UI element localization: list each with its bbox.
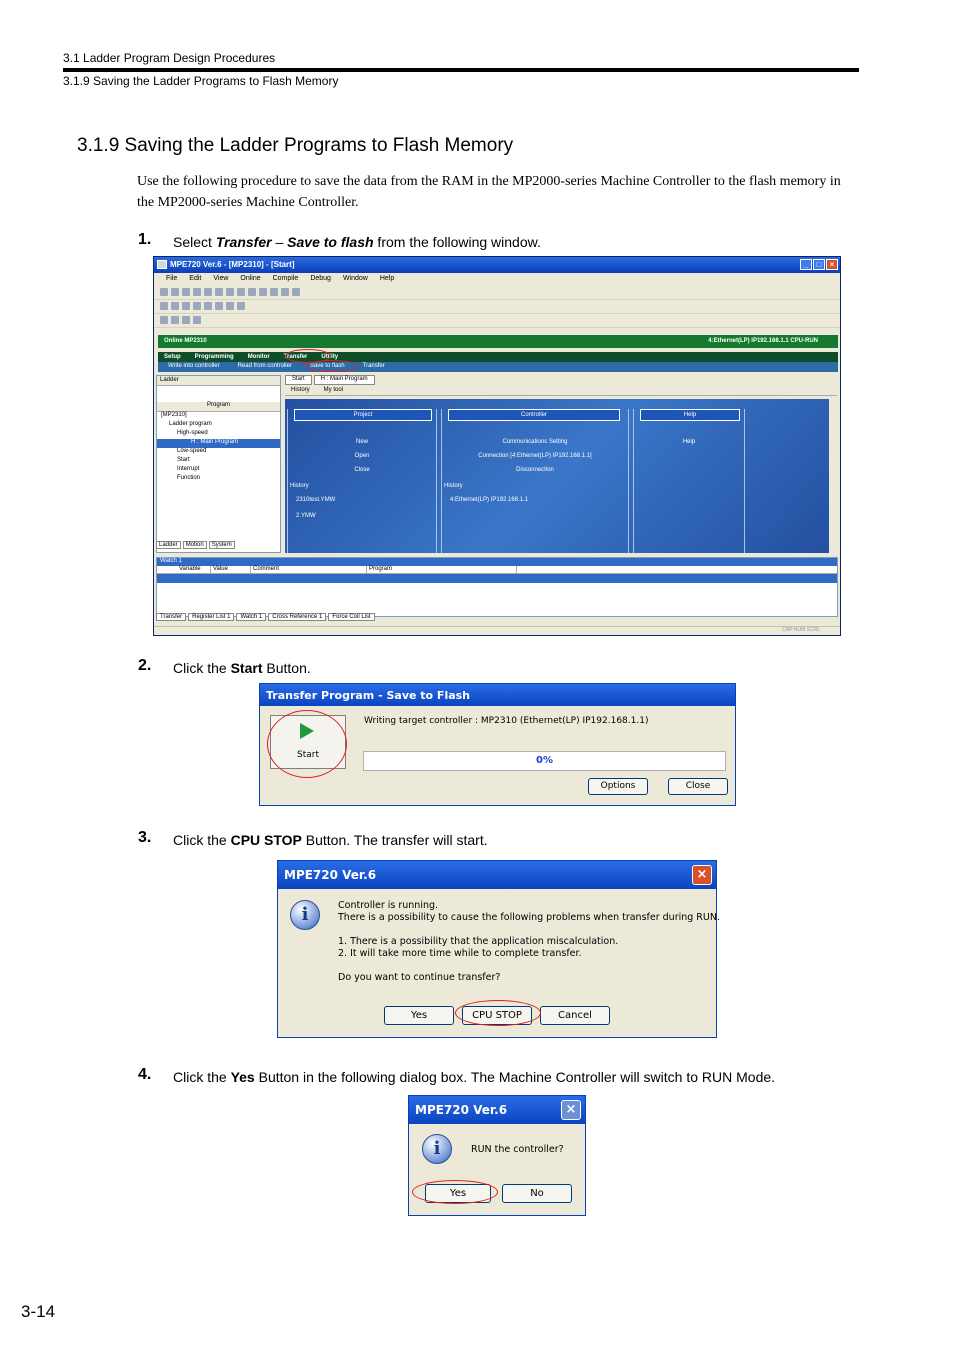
info-icon: i: [290, 900, 320, 930]
dialog-title: MPE720 Ver.6 ×: [409, 1096, 585, 1124]
start-page-panel: [285, 375, 837, 553]
menu-edit[interactable]: Edit: [189, 275, 202, 282]
ribbon-transfer[interactable]: Transfer: [283, 354, 308, 360]
col-value: Value: [211, 566, 251, 573]
toolbar-2: [154, 300, 840, 314]
message-text: RUN the controller?: [471, 1144, 564, 1155]
align-icon[interactable]: [160, 316, 168, 324]
communications-setting-link[interactable]: Communications Setting: [502, 439, 568, 445]
zoom-icon[interactable]: [270, 288, 278, 296]
connection-status: 4:Ethernet(LP) IP192.168.1.1 CPU-RUN: [708, 338, 818, 344]
ladder-panel: [156, 375, 281, 553]
tab-force-coil-list[interactable]: Force Coil List: [328, 613, 374, 621]
menu-view[interactable]: View: [213, 275, 229, 282]
controller-header: Controller: [448, 409, 620, 421]
project-history-label: History: [290, 483, 309, 489]
tab-main-program[interactable]: H : Main Program: [314, 375, 375, 385]
controller-history-label: History: [444, 483, 463, 489]
progress-bar: 0%: [363, 751, 726, 771]
run-controller-dialog: [408, 1095, 586, 1216]
tab-ladder[interactable]: Ladder: [156, 541, 181, 549]
coil-icon[interactable]: [171, 302, 179, 310]
dialog-title: Transfer Program - Save to Flash: [260, 684, 735, 706]
move-icon[interactable]: [215, 302, 223, 310]
program-tab[interactable]: Program: [157, 402, 280, 412]
tab-motion[interactable]: Motion: [183, 541, 207, 549]
redo-icon[interactable]: [248, 288, 256, 296]
play-icon[interactable]: [281, 288, 289, 296]
step-text: Click the Yes Button in the following dialog box. The Machine Controller will switch to RUN Mode.: [173, 1069, 776, 1085]
header-rule: [63, 68, 859, 72]
line-icon[interactable]: [182, 302, 190, 310]
run-warning-dialog: [277, 860, 720, 1038]
step-number: 1.: [138, 231, 152, 248]
transfer-button[interactable]: Transfer: [362, 363, 385, 369]
project-column: [287, 409, 437, 553]
bottom-tabs: [156, 613, 375, 621]
save-icon[interactable]: [182, 288, 190, 296]
step-text: Click the Start Button.: [173, 660, 311, 676]
paste-icon[interactable]: [226, 288, 234, 296]
watch-columns: [157, 566, 837, 574]
tree-node[interactable]: Low-speed: [177, 448, 207, 454]
online-status-bar: [158, 335, 838, 348]
tree-node[interactable]: High-speed: [177, 430, 208, 436]
running-header-section: 3.1 Ladder Program Design Procedures: [63, 51, 276, 65]
transfer-subribbon: [158, 362, 838, 372]
no-button[interactable]: No: [502, 1184, 572, 1203]
running-header-subsection: 3.1.9 Saving the Ladder Programs to Flash Memory: [63, 74, 339, 88]
highlight-cpu-stop: [455, 1000, 541, 1026]
watch-title: Watch 1: [157, 558, 837, 566]
step-text: Click the CPU STOP Button. The transfer will start.: [173, 832, 488, 848]
watch-panel: [156, 557, 838, 617]
dialog-title: MPE720 Ver.6 ×: [278, 861, 716, 889]
project-close-link[interactable]: Close: [354, 467, 370, 473]
menu-debug[interactable]: Debug: [310, 275, 331, 282]
highlight-start: [267, 710, 347, 778]
help-column: [633, 409, 745, 553]
find-icon[interactable]: [259, 288, 267, 296]
highlight-save-to-flash: [306, 360, 358, 372]
mpe720-main-window: [153, 256, 841, 636]
toolbar-1: [154, 286, 840, 300]
ribbon-tabs: [158, 352, 838, 362]
options-button[interactable]: Options: [588, 778, 648, 795]
close-icon[interactable]: ×: [826, 259, 838, 270]
controller-history-item[interactable]: 4:Ethernet(LP) IP192.168.1.1: [450, 497, 529, 503]
help-header: Help: [640, 409, 740, 421]
open-icon[interactable]: [171, 288, 179, 296]
print-icon[interactable]: [193, 288, 201, 296]
function-icon[interactable]: [237, 302, 245, 310]
project-history-item[interactable]: 2.YMW: [296, 513, 316, 519]
cancel-button[interactable]: Cancel: [540, 1006, 610, 1025]
section-title: 3.1.9 Saving the Ladder Programs to Flash Memory: [77, 135, 514, 156]
close-button[interactable]: Close: [668, 778, 728, 795]
info-icon: i: [422, 1134, 452, 1164]
compare-icon[interactable]: [193, 302, 201, 310]
copy-icon[interactable]: [215, 288, 223, 296]
project-new-link[interactable]: New: [355, 439, 368, 445]
tab-transfer[interactable]: Transfer: [156, 613, 186, 621]
menu-compile[interactable]: Compile: [272, 275, 299, 282]
toolbar-3: [154, 314, 840, 328]
start-page-body: [285, 399, 829, 553]
program-tree: [157, 412, 280, 484]
undo-icon[interactable]: [237, 288, 245, 296]
tree-node[interactable]: [MP2310]: [161, 412, 187, 418]
save-to-flash-button[interactable]: Save to flash: [309, 363, 345, 369]
close-icon[interactable]: ×: [692, 865, 712, 885]
contact-icon[interactable]: [160, 302, 168, 310]
intro-paragraph: Use the following procedure to save the data from the RAM in the MP2000-series Machine Controller to the flash memory in the MP2000-series Machine Controller.: [137, 174, 841, 210]
tab-my-tool[interactable]: My tool: [323, 387, 344, 393]
window-titlebar: [154, 257, 840, 273]
logic-icon[interactable]: [226, 302, 234, 310]
window-title: MPE720 Ver.6 - [MP2310] - [Start]: [170, 260, 295, 269]
col-comment: Comment: [251, 566, 367, 573]
tab-system[interactable]: System: [209, 541, 235, 549]
history-bar: [285, 385, 837, 396]
delete-icon[interactable]: [193, 316, 201, 324]
close-icon: ×: [561, 1100, 581, 1120]
watch-row[interactable]: [157, 574, 837, 583]
connection-link[interactable]: Connection [4:Ethernet(LP) IP192.168.1.1]: [478, 453, 592, 459]
ribbon-programming[interactable]: Programming: [194, 354, 234, 360]
help-link[interactable]: Help: [682, 439, 696, 445]
step-number: 4.: [138, 1066, 152, 1083]
writing-target: Writing target controller : MP2310 (Ethernet(LP) IP192.168.1.1): [364, 716, 649, 726]
menu-help[interactable]: Help: [379, 275, 395, 282]
disconnection-link[interactable]: Disconnection: [516, 467, 554, 473]
insert-icon[interactable]: [182, 316, 190, 324]
menu-file[interactable]: File: [166, 275, 178, 282]
project-history-item[interactable]: 2310test.YMW: [296, 497, 336, 503]
left-bottom-tabs: [156, 541, 235, 549]
tree-node[interactable]: Function: [177, 475, 201, 481]
project-open-link[interactable]: Open: [354, 453, 370, 459]
tree-node[interactable]: Start: [177, 457, 190, 463]
cut-icon[interactable]: [204, 288, 212, 296]
yes-button[interactable]: Yes: [384, 1006, 454, 1025]
ribbon-setup[interactable]: Setup: [164, 354, 181, 360]
step-number: 3.: [138, 829, 152, 846]
tab-watch[interactable]: Watch 1: [236, 613, 266, 621]
yes-button[interactable]: Yes: [425, 1184, 491, 1203]
online-status: Online MP2310: [164, 338, 207, 344]
menu-window[interactable]: Window: [342, 275, 368, 282]
col-variable: Variable: [157, 566, 211, 573]
new-icon[interactable]: [160, 288, 168, 296]
cpu-stop-button[interactable]: CPU STOP: [462, 1006, 532, 1025]
save-to-flash-dialog: [259, 683, 736, 806]
ladder-panel-title: Ladder: [157, 376, 280, 386]
minimize-icon[interactable]: _: [800, 259, 812, 270]
highlight-yes: [412, 1180, 498, 1204]
tab-history[interactable]: History: [291, 387, 310, 393]
status-bar: CAP NUM SCRL: [154, 626, 840, 635]
step-text: Select Transfer – Save to flash from the following window.: [173, 234, 541, 250]
step-number: 2.: [138, 657, 152, 674]
math-icon[interactable]: [204, 302, 212, 310]
tab-register-list[interactable]: Register List 1: [188, 613, 234, 621]
stop-icon[interactable]: [292, 288, 300, 296]
message-text: Controller is running. There is a possibility to cause the following problems when transfer during RUN. 1. There is a possibility that the application miscalculation. 2. It will take more time while to complete transfer. Do you want to continue transfer?: [338, 900, 720, 983]
tree-node[interactable]: Ladder program: [169, 421, 212, 427]
menu-online[interactable]: Online: [240, 275, 261, 282]
maximize-icon[interactable]: □: [813, 259, 825, 270]
ribbon-utility[interactable]: Utility: [321, 354, 339, 360]
document-tabs: [285, 375, 837, 385]
comment-icon[interactable]: [171, 316, 179, 324]
controller-column: [441, 409, 629, 553]
project-header: Project: [294, 409, 432, 421]
app-icon: [157, 260, 167, 269]
page-number: 3-14: [21, 1302, 56, 1321]
read-from-controller-button[interactable]: Read from controller: [237, 363, 292, 369]
tree-node-selected[interactable]: H : Main Program: [157, 439, 280, 448]
ribbon-monitor[interactable]: Monitor: [247, 354, 270, 360]
tab-cross-reference[interactable]: Cross Reference 1: [268, 613, 326, 621]
start-label: Start: [297, 750, 319, 760]
tab-start[interactable]: Start: [285, 375, 312, 385]
write-into-controller-button[interactable]: Write into controller: [168, 363, 220, 369]
col-program: Program: [367, 566, 517, 573]
menu-bar: [154, 273, 840, 286]
tree-node[interactable]: Interrupt: [177, 466, 200, 472]
